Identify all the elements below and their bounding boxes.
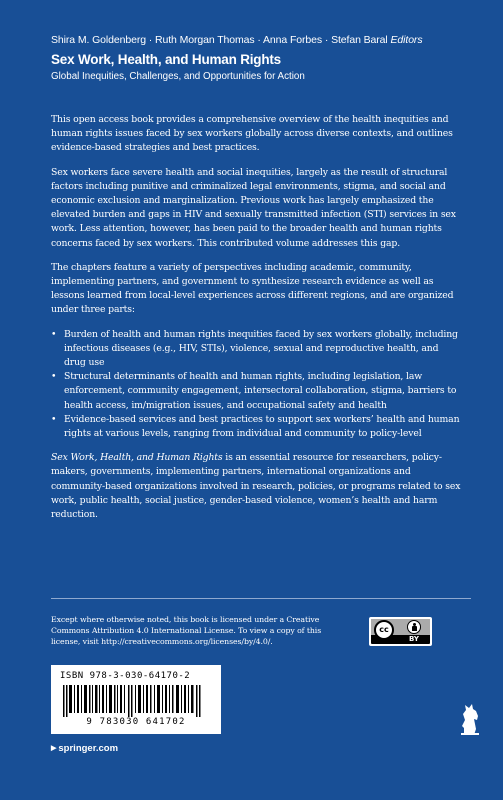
by-label: BY xyxy=(408,635,420,643)
barcode-digits: 9 783030 641702 xyxy=(86,717,186,727)
divider xyxy=(51,598,471,599)
parts-list xyxy=(51,328,461,442)
list-item-text: Structural determinants of health and human rights, including legislation, law enforcement, community engagement, intersectoral collaboration, stigma, barriers to health access, im/migration issues, and occupational safety and health xyxy=(64,371,457,411)
blurb-paragraph-3: The chapters feature a variety of perspectives including academic, community, implementing partners, and government to synthesize research evidence as well as lessons learned from local-level experiences across different regions, and are organized under three parts: xyxy=(51,261,454,316)
cc-icon: cc xyxy=(374,620,394,640)
bullet-icon: • xyxy=(51,371,57,383)
license-text: Except where otherwise noted, this book is licensed under a Creative Commons Attribution 4.0 International License. To view a copy of this license, visit http://creativecommons.org/licenses/by/4.0/. xyxy=(51,615,322,646)
blurb-paragraph-1: This open access book provides a comprehensive overview of the health inequities and human rights issues faced by sex workers globally across diverse contexts, and outlines evidence-based strategies and best practices. xyxy=(51,114,453,154)
book-title-italic: Sex Work, Health, and Human Rights xyxy=(51,452,223,464)
blurb-paragraph-4-text: is an essential resource for researchers, policy-makers, governments, implementing partners, international organizations and community-based organizations involved in research, policies, or programs related to sex work, public health, social justice, gender-based violence, women’s health and harm reduction. xyxy=(51,452,461,521)
list-item xyxy=(51,328,461,371)
springer-url: springer.com xyxy=(58,743,119,754)
blurb xyxy=(51,113,461,532)
editors-names: Shira M. Goldenberg · Ruth Morgan Thomas · Anna Forbes · Stefan Baral xyxy=(51,34,388,46)
cover-stripe xyxy=(0,0,32,800)
blurb-paragraph-4 xyxy=(51,451,461,522)
list-item-text: Evidence-based services and best practices to support sex workers’ health and human rights at various levels, ranging from individual and community to policy-level xyxy=(64,413,460,440)
attribution-person-icon xyxy=(407,620,421,634)
isbn-text: ISBN 978-3-030-64170-2 xyxy=(60,671,191,681)
book-subtitle: Global Inequities, Challenges, and Opportunities for Action xyxy=(51,71,305,82)
barcode-bars xyxy=(59,685,213,717)
barcode xyxy=(51,665,221,734)
list-item xyxy=(51,413,461,441)
editors-line xyxy=(51,34,481,46)
bullet-icon: • xyxy=(51,328,57,340)
list-item xyxy=(51,370,461,413)
editors-label: Editors xyxy=(390,34,423,46)
springer-horse-logo-icon xyxy=(459,702,481,736)
book-title: Sex Work, Health, and Human Rights xyxy=(51,52,281,67)
bullet-icon: • xyxy=(51,413,57,425)
springer-link[interactable] xyxy=(51,743,118,754)
blurb-paragraph-2: Sex workers face severe health and social inequities, largely as the result of structural factors including punitive and criminalized legal environments, stigma, and social and economic exclusion and marginalization. Previous work has largely emphasized the elevated burden and gaps in HIV and sexually transmitted infection (STI) services in sex work. Less attention, however, has been paid to the broader health and human rights concerns faced by sex workers. This contributed volume addresses this gap. xyxy=(51,166,456,249)
arrow-icon: ▶ xyxy=(51,745,57,752)
cc-by-license-badge xyxy=(369,617,432,646)
list-item-text: Burden of health and human rights inequities faced by sex workers globally, including infectious diseases (e.g., HIV, STIs), violence, sexual and reproductive health, and drug use xyxy=(64,328,458,369)
cover-header xyxy=(51,34,481,82)
